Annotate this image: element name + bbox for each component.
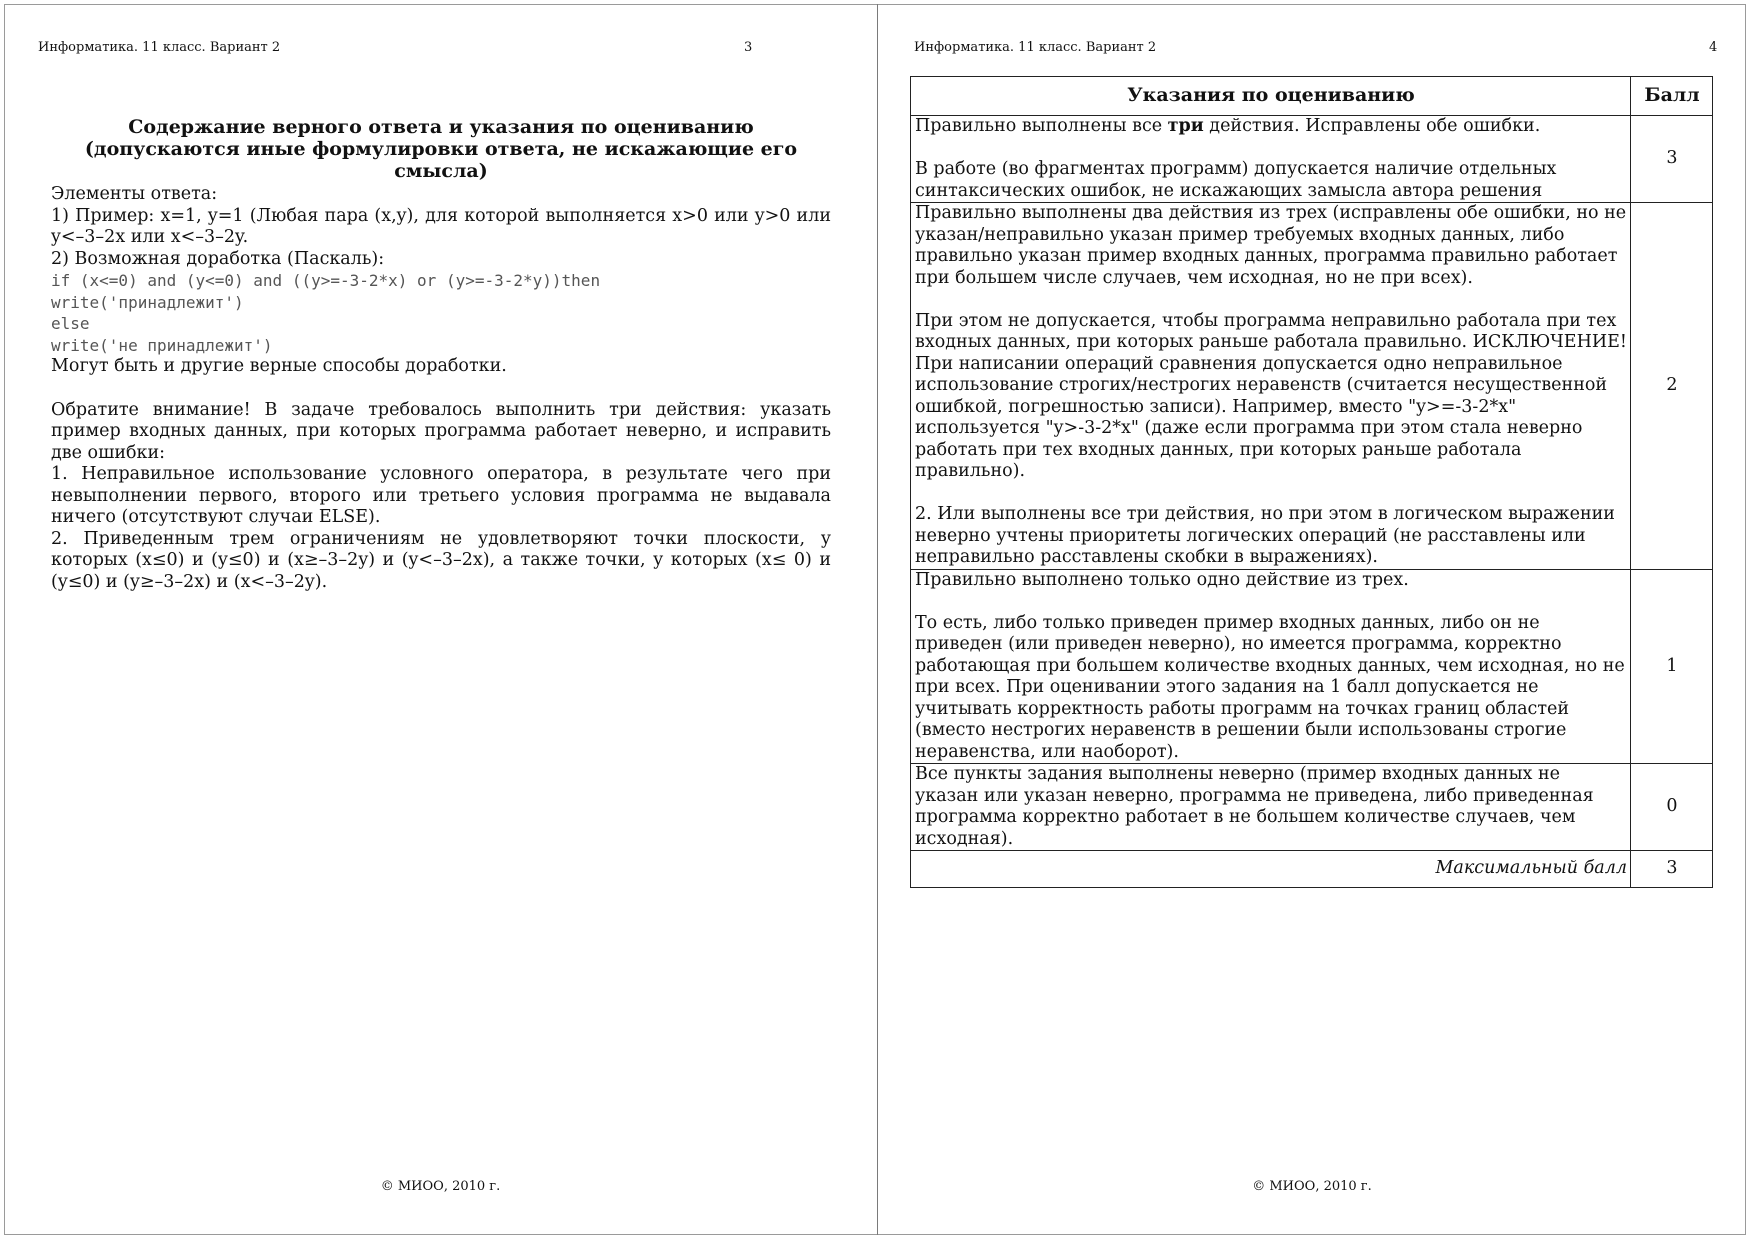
page-4 (878, 4, 1746, 1235)
score-column-header: Балл (1631, 77, 1713, 116)
criteria-text: В работе (во фрагментах программ) допускается наличие отдельных синтаксических ошибок, не искажающих замысла автора решения (915, 159, 1557, 201)
score-cell: 0 (1631, 764, 1713, 851)
criteria-text: То есть, либо только приведен пример входных данных, либо он не приведен (или приведен неверно), но имеется программа, корректно работающая при большем количестве входных данных, чем исходная, но не при всех. При оценивании этого задания на 1 балл допускается не учитывать корректность работы программ на точках границ областей (вместо нестрогих неравенств в решении были использованы строгие неравенства, или наоборот). (915, 612, 1625, 762)
answer-content (51, 116, 831, 593)
error-2: 2. Приведенным трем ограничениям не удовлетворяют точки плоскости, у которых (x≤0) и (y≤0) и (x≥–3–2y) и (y<–3–2x), а также точки, у которых (x≤ 0) и (y≤0) и (y≥–3–2x) и (x<–3–2y). (51, 528, 831, 592)
table-row (911, 203, 1713, 570)
elements-label: Элементы ответа: (51, 184, 218, 204)
code-line: if (x<=0) and (y<=0) and ((y>=-3-2*x) or (y>=-3-2*y))then (51, 271, 601, 290)
criteria-column-header: Указания по оцениванию (911, 77, 1631, 116)
page-header-title: Информатика. 11 класс. Вариант 2 (914, 40, 1157, 55)
criteria-cell (911, 203, 1631, 570)
table-row (911, 569, 1713, 764)
emphasis-text: три (1167, 116, 1204, 136)
criteria-text: Правильно выполнено только одно действие из трех. (915, 569, 1409, 590)
error-1: 1. Неправильное использование условного оператора, в результате чего при невыполнении первого, второго или третьего условия программа не выдавала ничего (отсутствуют случаи ELSE). (51, 464, 831, 527)
max-score-value: 3 (1631, 851, 1713, 888)
max-score-label: Максимальный балл (911, 851, 1631, 888)
other-ways-note: Могут быть и другие верные способы доработки. (51, 356, 507, 376)
code-line: write('принадлежит') (51, 292, 244, 312)
criteria-text: Правильно выполнены все три действия. Исправлены обе ошибки. (915, 116, 1541, 136)
criteria-text: При этом не допускается, чтобы программа неправильно работала при тех входных данных, при которых раньше работала правильно. ИСКЛЮЧЕНИЕ! При написании операций сравнения допускается одно неправильное использование строгих/нестрогих неравенств (считается несущественной ошибкой, погрешностью записи). Например, вместо "y>=-3-2*x" используется "y>-3-2*x" (даже если программа при этом стала неверно работать при тех входных данных, при которых раньше работала правильно). (915, 310, 1627, 481)
page-3 (4, 4, 877, 1235)
score-cell: 2 (1631, 203, 1713, 570)
table-row (911, 764, 1713, 851)
section-title: Содержание верного ответа и указания по оцениванию (допускаются иные формулировки ответа, не искажающие его смысла) (84, 116, 798, 182)
table-row (911, 116, 1713, 203)
criteria-cell (911, 764, 1631, 851)
score-cell: 1 (1631, 569, 1713, 764)
score-cell: 3 (1631, 116, 1713, 203)
page-header-title: Информатика. 11 класс. Вариант 2 (38, 40, 281, 55)
criteria-cell (911, 116, 1631, 203)
answer-item-1: 1) Пример: x=1, y=1 (Любая пара (x,y), для которой выполняется x>0 или y>0 или y<–3–2x или x<–3–2y. (51, 205, 831, 247)
page-number: 4 (1709, 40, 1718, 55)
page-number: 3 (744, 40, 753, 55)
attention-note: Обратите внимание! В задаче требовалось выполнить три действия: указать пример входных данных, при которых программа работает неверно, и исправить две ошибки: (51, 399, 831, 463)
max-score-row (911, 851, 1713, 888)
page-footer: © МИОО, 2010 г. (380, 1179, 501, 1194)
criteria-text: Все пункты задания выполнены неверно (пример входных данных не указан или указан неверно, программа не приведена, либо приведенная программа корректно работает в не большем количестве случаев, чем исходная). (915, 764, 1594, 849)
criteria-cell (911, 569, 1631, 764)
table-header-row (911, 77, 1713, 116)
code-line: else (51, 314, 90, 333)
page-footer: © МИОО, 2010 г. (1252, 1179, 1372, 1194)
answer-item-2: 2) Возможная доработка (Паскаль): (51, 248, 385, 269)
criteria-text: Правильно выполнены два действия из трех (исправлены обе ошибки, но не указан/неправильно указан пример требуемых входных данных, либо правильно указан пример входных данных, программа правильно работает при большем числе случаев, чем исходная, но не при всех). (915, 203, 1627, 288)
criteria-text: 2. Или выполнены все три действия, но при этом в логическом выражении неверно учтены приоритеты логических операций (не расставлены или неправильно расставлены скобки в выражениях). (915, 504, 1615, 567)
grading-table (910, 76, 1713, 888)
code-line: write('не принадлежит') (51, 335, 273, 355)
